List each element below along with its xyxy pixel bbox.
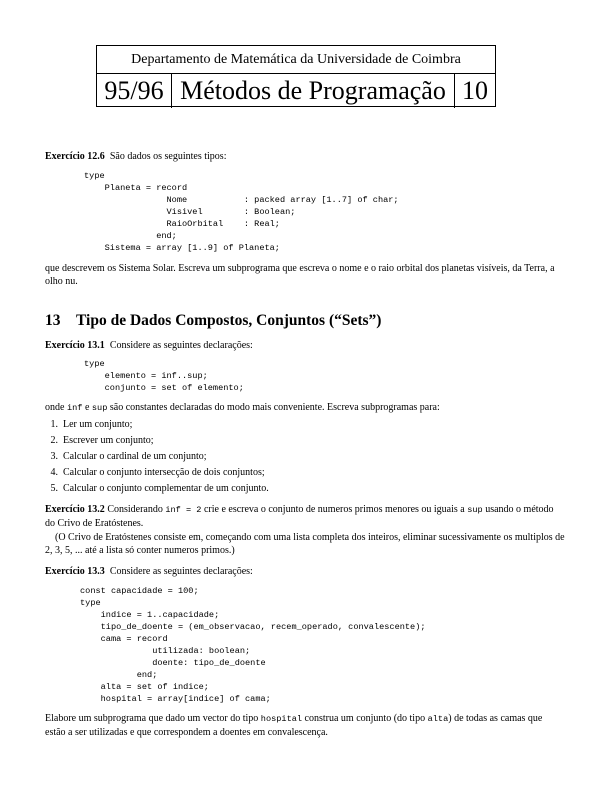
code-inline: alta (427, 714, 449, 724)
code-line: end; (84, 231, 177, 241)
code-inline: sup (91, 403, 108, 413)
exercise-13-3-text (45, 712, 565, 739)
code-line: conjunto = set of elemento; (84, 383, 244, 393)
code-line: type (80, 598, 101, 608)
list-item (45, 418, 269, 434)
code-inline: hospital (260, 714, 303, 724)
code-line: tipo_de_doente = (em_observacao, recem_operado, convalescente); (80, 622, 426, 632)
text-fragment: Considerando (107, 504, 166, 515)
code-line: utilizada: boolean; (80, 646, 251, 656)
code-line: Planeta = record (84, 183, 188, 193)
list-number: 4. (50, 467, 58, 478)
list-number: 2. (50, 435, 58, 446)
exercise-13-3-heading (45, 565, 253, 578)
list-item (45, 434, 269, 450)
code-line: end; (80, 670, 158, 680)
text-fragment: ) de todas as camas que estão a ser utilizadas e que correspondem a doentes em convalescença. (45, 713, 543, 738)
exercise-intro: Considere as seguintes declarações: (109, 340, 253, 351)
exercise-13-1-text (45, 401, 565, 415)
exercise-intro: Considere as seguintes declarações: (109, 566, 253, 577)
academic-year: 95/96 (97, 74, 172, 108)
code-inline: inf = 2 (165, 505, 202, 515)
exercise-13-2-text (45, 503, 565, 530)
exercise-label: Exercício 12.6 (45, 151, 105, 162)
list-text: Ler um conjunto; (63, 419, 133, 430)
list-number: 5. (50, 483, 58, 494)
text-fragment: e (82, 402, 92, 413)
code-block-13-1 (84, 358, 244, 394)
sheet-number: 10 (462, 76, 488, 105)
code-line: Nome : packed array [1..7] of char; (84, 195, 399, 205)
section-heading (45, 314, 381, 327)
code-inline: inf (66, 403, 83, 413)
section-number: 13 (45, 312, 61, 329)
department-name: Departamento de Matemática da Universidade de Coimbra (97, 46, 495, 74)
code-block-13-3 (80, 585, 426, 705)
code-line: RaioOrbital : Real; (84, 219, 280, 229)
code-block-12-6 (84, 170, 399, 254)
course-title: Métodos de Programação (172, 74, 455, 108)
code-inline: sup (467, 505, 483, 515)
exercise-13-1-heading (45, 339, 253, 352)
code-line: hospital = array[indice] of cama; (80, 694, 271, 704)
header-row (97, 74, 495, 108)
text-fragment: usando o método do Crivo de Eratóstenes. (45, 504, 554, 529)
list-text: Calcular o conjunto intersecção de dois conjuntos; (63, 467, 265, 478)
exercise-13-2-note: (O Crivo de Eratóstenes consiste em, começando com uma lista completa dos inteiros, eliminar sucessivamente os multiplos de 2, 3, 5, ... até a lista só conter numeros primos.) (45, 532, 565, 556)
text-fragment: Elabore um subprograma que dado um vector do tipo (45, 713, 261, 724)
list-text: Calcular o conjunto complementar de um conjunto. (63, 483, 269, 494)
exercise-12-6-heading (45, 150, 226, 163)
code-line: doente: tipo_de_doente (80, 658, 266, 668)
exercise-12-6-text: que descrevem os Sistema Solar. Escreva um subprograma que escreva o nome e o raio orbital dos planetas visíveis, da Terra, a olho nu. (45, 263, 555, 287)
section-title: Tipo de Dados Compostos, Conjuntos (“Sets”) (76, 312, 382, 329)
code-line: cama = record (80, 634, 168, 644)
code-line: alta = set of indice; (80, 682, 209, 692)
exercise-label: Exercício 13.2 (45, 504, 105, 515)
text-fragment: construa um conjunto (do tipo (302, 713, 428, 724)
code-line: elemento = inf..sup; (84, 371, 208, 381)
header-box (96, 45, 496, 107)
code-line: type (84, 359, 105, 369)
exercise-intro: São dados os seguintes tipos: (109, 151, 227, 162)
list-item (45, 450, 269, 466)
exercise-label: Exercício 13.3 (45, 566, 105, 577)
list-text: Calcular o cardinal de um conjunto; (63, 451, 207, 462)
code-line: const capacidade = 100; (80, 586, 199, 596)
text-fragment: onde (45, 402, 67, 413)
text-fragment: crie e escreva o conjunto de numeros primos menores ou iguais a (201, 504, 468, 515)
list-text: Escrever um conjunto; (63, 435, 154, 446)
list-number: 1. (50, 419, 58, 430)
list-item (45, 466, 269, 482)
task-list (45, 418, 269, 498)
code-line: Sistema = array [1..9] of Planeta; (84, 243, 280, 253)
text-fragment: são constantes declaradas do modo mais conveniente. Escreva subprogramas para: (107, 402, 440, 413)
list-number: 3. (50, 451, 58, 462)
code-line: indice = 1..capacidade; (80, 610, 220, 620)
exercise-label: Exercício 13.1 (45, 340, 105, 351)
code-line: Visivel : Boolean; (84, 207, 296, 217)
list-item (45, 482, 269, 498)
code-line: type (84, 171, 105, 181)
